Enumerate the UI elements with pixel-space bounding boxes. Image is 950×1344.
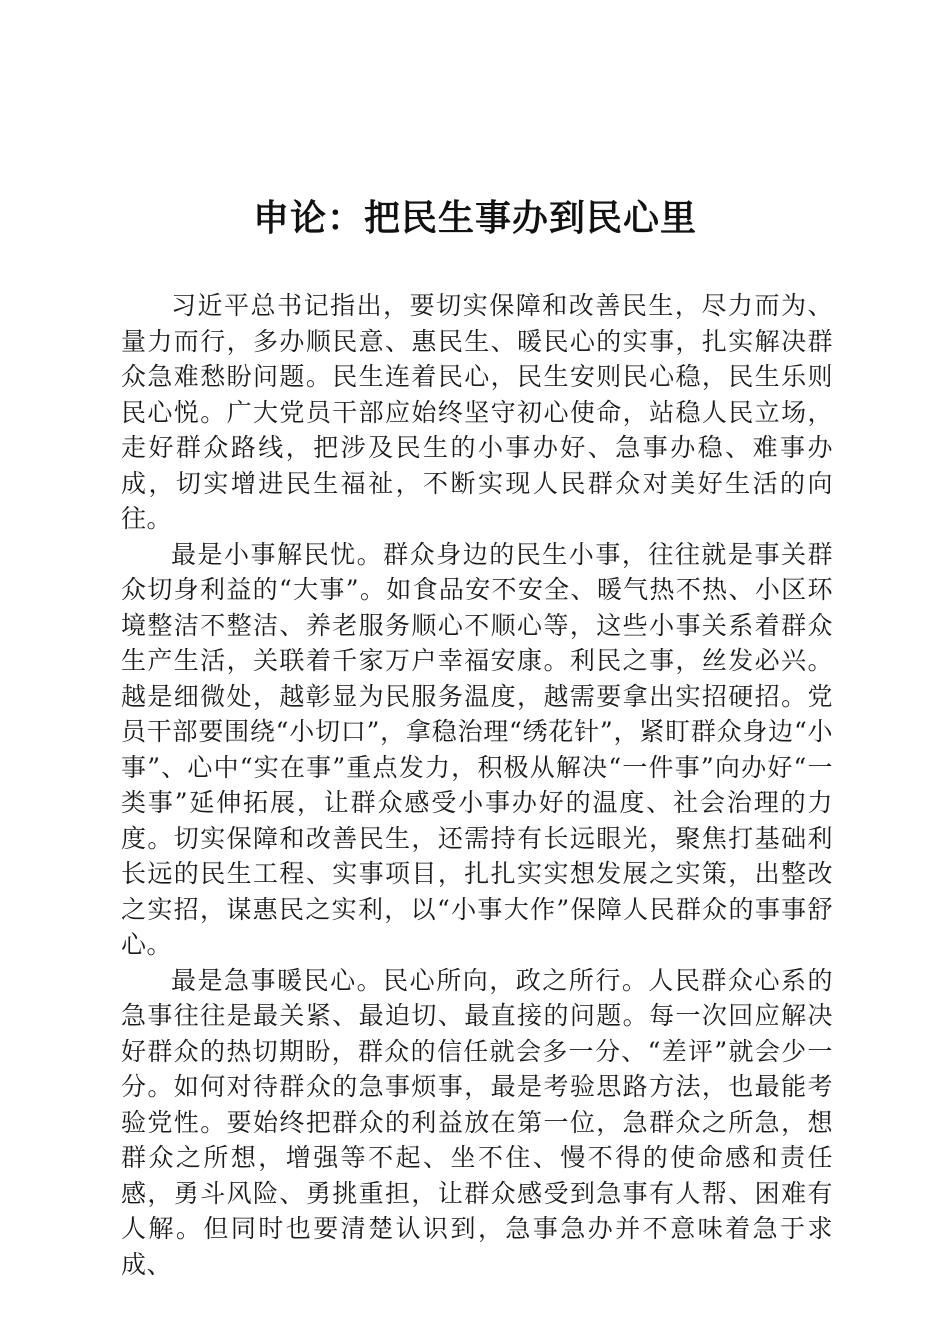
- document-body: [121, 288, 833, 1282]
- paragraph-intro: 习近平总书记指出，要切实保障和改善民生，尽力而为、量力而行，多办顺民意、惠民生、暖民心的实事，扎实解决群众急难愁盼问题。民生连着民心，民生安则民心稳，民生乐则民心悦。广大党员干部应始终坚守初心使命，站稳人民立场，走好群众路线，把涉及民生的小事办好、急事办稳、难事办成，切实增进民生福祉，不断实现人民群众对美好生活的向往。: [121, 291, 833, 533]
- document-title: 申论：把民生事办到民心里: [252, 197, 697, 239]
- paragraph-urgent-matters: 最是急事暖民心。民心所向，政之所行。人民群众心系的急事往往是最关紧、最迫切、最直接的问题。每一次回应解决好群众的热切期盼，群众的信任就会多一分、“差评”就会少一分。如何对待群众的急事烦事，最是考验思路方法，也最能考验党性。要始终把群众的利益放在第一位，急群众之所急，想群众之所想，增强等不起、坐不住、慢不得的使命感和责任感，勇斗风险、勇挑重担，让群众感受到急事有人帮、困难有人解。但同时也要清楚认识到，急事急办并不意味着急于求成、: [121, 965, 833, 1279]
- paragraph-small-matters: 最是小事解民忧。群众身边的民生小事，往往就是事关群众切身利益的“大事”。如食品安不安全、暖气热不热、小区环境整洁不整洁、养老服务顺心不顺心等，这些小事关系着群众生产生活，关联着千家万户幸福安康。利民之事，丝发必兴。越是细微处，越彰显为民服务温度，越需要拿出实招硬招。党员干部要围绕“小切口”，拿稳治理“绣花针”，紧盯群众身边“小事”、心中“实在事”重点发力，积极从解决“一件事”向办好“一类事”延伸拓展，让群众感受小事办好的温度、社会治理的力度。切实保障和改善民生，还需持有长远眼光，聚焦打基础利长远的民生工程、实事项目，扎扎实实想发展之实策，出整改之实招，谋惠民之实利，以“小事大作”保障人民群众的事事舒心。: [121, 539, 833, 959]
